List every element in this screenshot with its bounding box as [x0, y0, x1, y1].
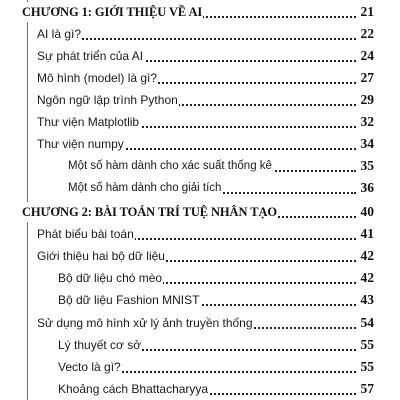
toc-entry-page-number: 35 — [360, 158, 374, 173]
toc-entry — [0, 68, 400, 88]
toc-entry-label: Phát biểu bài toán — [37, 224, 135, 244]
toc-entry-page-number: 41 — [360, 226, 374, 241]
toc-entry-label: Bộ dữ liệu Fashion MNIST — [58, 290, 200, 310]
toc-entry-page-number: 21 — [360, 4, 374, 19]
toc-entry-label: Mô hình (model) là gì? — [37, 68, 158, 88]
toc-entry-label: Sử dụng mô hình xử lý ảnh truyền thống — [37, 313, 254, 333]
toc-entry-page-number: 32 — [360, 114, 374, 129]
toc-entry-label: Một số hàm dành cho giải tích — [68, 178, 222, 198]
toc-entry-page-number: 27 — [360, 70, 374, 85]
toc-entry-page-number: 24 — [360, 48, 374, 63]
toc-entry — [0, 313, 400, 333]
toc-entry-label: CHƯƠNG 2: BÀI TOÁN TRÍ TUỆ NHÂN TẠO — [22, 202, 278, 222]
toc-entry-label: Khoảng cách Bhattacharyya — [58, 379, 209, 399]
toc-entry-label: CHƯƠNG 1: GIỚI THIỆU VỀ AI — [22, 2, 203, 22]
toc-entry — [0, 178, 400, 198]
toc-entry-page-number: 54 — [360, 315, 374, 330]
toc-entry-page-number: 55 — [360, 359, 374, 374]
toc-entry — [0, 156, 400, 176]
toc-entry-page-number: 57 — [360, 381, 374, 396]
toc-entry-page-number: 43 — [360, 292, 374, 307]
toc-entry-page-number: 42 — [360, 248, 374, 263]
toc-entry-label: Sự phát triển của AI — [37, 46, 144, 66]
toc-entry-chapter-2 — [0, 202, 400, 222]
toc-entry-label: Ngôn ngữ lập trình Python — [37, 90, 179, 110]
toc-entry — [0, 268, 400, 288]
toc-entry-page-number: 40 — [360, 204, 374, 219]
toc-entry-label: Một số hàm dành cho xác suất thống kê — [68, 156, 273, 176]
toc-entry-page-number: 42 — [360, 270, 374, 285]
toc-entry-page-number: 22 — [360, 26, 374, 41]
dot-leader — [37, 38, 356, 40]
toc-entry — [0, 335, 400, 355]
toc-entry-label: AI là gì? — [37, 24, 82, 44]
toc-entry — [0, 290, 400, 310]
toc-entry — [0, 90, 400, 110]
toc-entry-label: Giới thiệu hai bộ dữ liệu — [37, 246, 166, 266]
toc-entry-page-number: 36 — [360, 180, 374, 195]
toc-entry — [0, 24, 400, 44]
toc-entry-page-number: 34 — [360, 136, 374, 151]
toc-entry-label: Thư viện Matplotlib — [37, 112, 140, 132]
toc-entry — [0, 357, 400, 377]
toc-entry-label: Vecto là gì? — [58, 357, 122, 377]
toc-entry — [0, 46, 400, 66]
toc-entry-chapter-1 — [0, 2, 400, 22]
toc-entry — [0, 224, 400, 244]
toc-entry-label: Bộ dữ liệu chó mèo — [58, 268, 163, 288]
toc-entry — [0, 379, 400, 399]
toc-entry — [0, 112, 400, 132]
toc-entry-page-number: 29 — [360, 92, 374, 107]
toc-entry-page-number: 55 — [360, 337, 374, 352]
toc-entry — [0, 134, 400, 154]
toc-entry-label: Thư viện numpy — [37, 134, 125, 154]
toc-entry-label: Lý thuyết cơ sở — [58, 335, 142, 355]
toc-entry — [0, 246, 400, 266]
